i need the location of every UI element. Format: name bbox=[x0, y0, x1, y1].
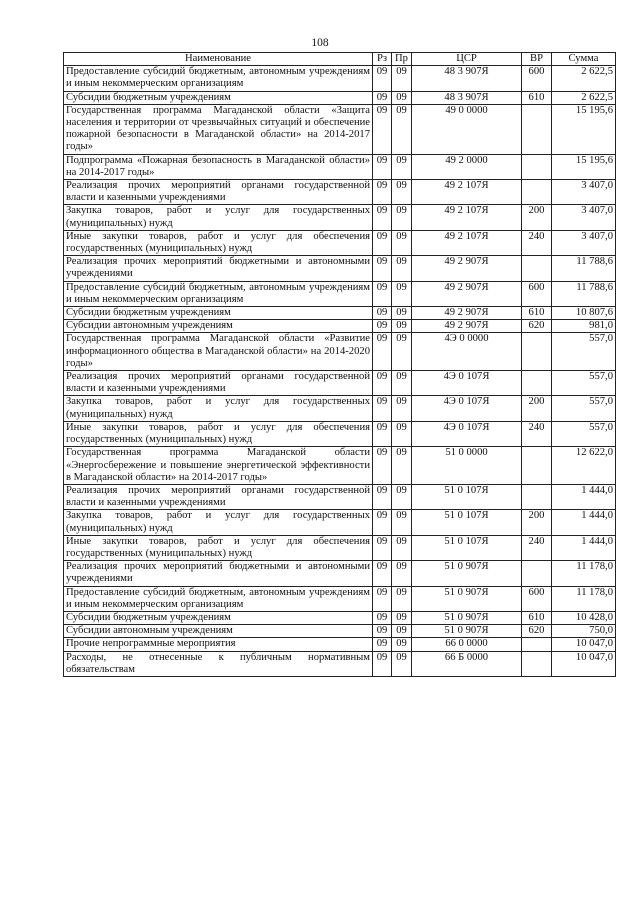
cell-rz: 09 bbox=[373, 66, 392, 91]
table-row bbox=[64, 421, 616, 446]
table-row bbox=[64, 256, 616, 281]
table-row bbox=[64, 625, 616, 638]
cell-vr bbox=[522, 180, 552, 205]
cell-sum: 11 788,6 bbox=[552, 281, 616, 306]
cell-csr: 49 2 0000 bbox=[412, 154, 522, 179]
cell-rz: 09 bbox=[373, 625, 392, 638]
cell-sum: 2 622,5 bbox=[552, 66, 616, 91]
cell-pr: 09 bbox=[392, 281, 412, 306]
cell-rz: 09 bbox=[373, 396, 392, 421]
cell-pr: 09 bbox=[392, 307, 412, 320]
cell-pr: 09 bbox=[392, 638, 412, 651]
table-row bbox=[64, 307, 616, 320]
cell-name: Иные закупки товаров, работ и услуг для обеспечения государственных (муниципальных) нужд bbox=[64, 421, 373, 446]
cell-sum: 1 444,0 bbox=[552, 484, 616, 509]
cell-sum: 15 195,6 bbox=[552, 154, 616, 179]
cell-rz: 09 bbox=[373, 91, 392, 104]
table-row bbox=[64, 180, 616, 205]
cell-pr: 09 bbox=[392, 256, 412, 281]
cell-vr: 200 bbox=[522, 510, 552, 535]
cell-sum: 2 622,5 bbox=[552, 91, 616, 104]
cell-csr: 51 0 907Я bbox=[412, 611, 522, 624]
cell-sum: 557,0 bbox=[552, 333, 616, 371]
cell-rz: 09 bbox=[373, 561, 392, 586]
cell-vr: 200 bbox=[522, 205, 552, 230]
cell-pr: 09 bbox=[392, 91, 412, 104]
cell-name: Государственная программа Магаданской области «Защита населения и территории от чрезвычайных ситуаций и обеспечение пожарной безопасности в Магаданской области» на 2014-2017 годы» bbox=[64, 104, 373, 154]
cell-csr: 66 Б 0000 bbox=[412, 651, 522, 676]
cell-vr: 610 bbox=[522, 91, 552, 104]
cell-vr: 610 bbox=[522, 307, 552, 320]
cell-csr: 48 3 907Я bbox=[412, 66, 522, 91]
cell-vr: 240 bbox=[522, 230, 552, 255]
cell-vr bbox=[522, 104, 552, 154]
column-header-name: Наименование bbox=[64, 53, 373, 66]
cell-name: Реализация прочих мероприятий бюджетными и автономными учреждениями bbox=[64, 256, 373, 281]
cell-rz: 09 bbox=[373, 535, 392, 560]
cell-sum: 557,0 bbox=[552, 371, 616, 396]
table-row bbox=[64, 91, 616, 104]
cell-name: Иные закупки товаров, работ и услуг для обеспечения государственных (муниципальных) нужд bbox=[64, 535, 373, 560]
cell-pr: 09 bbox=[392, 651, 412, 676]
cell-csr: 66 0 0000 bbox=[412, 638, 522, 651]
cell-csr: 49 0 0000 bbox=[412, 104, 522, 154]
cell-rz: 09 bbox=[373, 230, 392, 255]
cell-vr: 620 bbox=[522, 625, 552, 638]
cell-sum: 12 622,0 bbox=[552, 447, 616, 485]
cell-sum: 3 407,0 bbox=[552, 205, 616, 230]
cell-pr: 09 bbox=[392, 371, 412, 396]
cell-csr: 51 0 907Я bbox=[412, 625, 522, 638]
cell-vr bbox=[522, 561, 552, 586]
cell-csr: 51 0 107Я bbox=[412, 535, 522, 560]
cell-rz: 09 bbox=[373, 333, 392, 371]
cell-name: Реализация прочих мероприятий органами государственной власти и казенными учреждениями bbox=[64, 371, 373, 396]
cell-pr: 09 bbox=[392, 421, 412, 446]
cell-pr: 09 bbox=[392, 611, 412, 624]
cell-rz: 09 bbox=[373, 447, 392, 485]
cell-sum: 1 444,0 bbox=[552, 510, 616, 535]
cell-pr: 09 bbox=[392, 154, 412, 179]
table-row bbox=[64, 281, 616, 306]
cell-csr: 4Э 0 107Я bbox=[412, 371, 522, 396]
cell-pr: 09 bbox=[392, 180, 412, 205]
table-row bbox=[64, 371, 616, 396]
cell-name: Реализация прочих мероприятий органами государственной власти и казенными учреждениями bbox=[64, 180, 373, 205]
cell-vr bbox=[522, 484, 552, 509]
cell-sum: 3 407,0 bbox=[552, 180, 616, 205]
cell-sum: 15 195,6 bbox=[552, 104, 616, 154]
column-header-pr: Пр bbox=[392, 53, 412, 66]
cell-name: Закупка товаров, работ и услуг для государственных (муниципальных) нужд bbox=[64, 510, 373, 535]
cell-sum: 3 407,0 bbox=[552, 230, 616, 255]
cell-name: Реализация прочих мероприятий органами государственной власти и казенными учреждениями bbox=[64, 484, 373, 509]
cell-pr: 09 bbox=[392, 333, 412, 371]
cell-sum: 557,0 bbox=[552, 421, 616, 446]
table-row bbox=[64, 484, 616, 509]
cell-rz: 09 bbox=[373, 320, 392, 333]
cell-csr: 49 2 107Я bbox=[412, 180, 522, 205]
cell-sum: 557,0 bbox=[552, 396, 616, 421]
cell-pr: 09 bbox=[392, 510, 412, 535]
cell-rz: 09 bbox=[373, 154, 392, 179]
cell-name: Субсидии бюджетным учреждениям bbox=[64, 307, 373, 320]
cell-vr: 610 bbox=[522, 611, 552, 624]
table-row bbox=[64, 638, 616, 651]
cell-sum: 750,0 bbox=[552, 625, 616, 638]
cell-csr: 49 2 107Я bbox=[412, 205, 522, 230]
cell-name: Субсидии бюджетным учреждениям bbox=[64, 91, 373, 104]
cell-pr: 09 bbox=[392, 484, 412, 509]
cell-rz: 09 bbox=[373, 651, 392, 676]
cell-vr bbox=[522, 371, 552, 396]
table-row bbox=[64, 205, 616, 230]
cell-csr: 49 2 907Я bbox=[412, 320, 522, 333]
cell-vr bbox=[522, 154, 552, 179]
table-row bbox=[64, 230, 616, 255]
cell-rz: 09 bbox=[373, 611, 392, 624]
table-row bbox=[64, 586, 616, 611]
cell-sum: 10 807,6 bbox=[552, 307, 616, 320]
cell-rz: 09 bbox=[373, 256, 392, 281]
table-row bbox=[64, 104, 616, 154]
cell-rz: 09 bbox=[373, 421, 392, 446]
cell-name: Субсидии бюджетным учреждениям bbox=[64, 611, 373, 624]
table-row bbox=[64, 611, 616, 624]
column-header-sum: Сумма bbox=[552, 53, 616, 66]
cell-name: Предоставление субсидий бюджетным, автономным учреждениям и иным некоммерческим организациям bbox=[64, 281, 373, 306]
cell-sum: 10 047,0 bbox=[552, 651, 616, 676]
cell-vr: 600 bbox=[522, 281, 552, 306]
cell-pr: 09 bbox=[392, 230, 412, 255]
cell-name: Государственная программа Магаданской области «Энергосбережение и повышение энергетической эффективности в Магаданской области» на 2014-2017 годы» bbox=[64, 447, 373, 485]
cell-name: Прочие непрограммные мероприятия bbox=[64, 638, 373, 651]
cell-rz: 09 bbox=[373, 307, 392, 320]
cell-rz: 09 bbox=[373, 484, 392, 509]
table-row bbox=[64, 320, 616, 333]
cell-csr: 4Э 0 107Я bbox=[412, 421, 522, 446]
cell-rz: 09 bbox=[373, 180, 392, 205]
cell-pr: 09 bbox=[392, 396, 412, 421]
cell-vr: 600 bbox=[522, 66, 552, 91]
table-row bbox=[64, 447, 616, 485]
cell-pr: 09 bbox=[392, 625, 412, 638]
cell-name: Иные закупки товаров, работ и услуг для обеспечения государственных (муниципальных) нужд bbox=[64, 230, 373, 255]
cell-rz: 09 bbox=[373, 638, 392, 651]
cell-vr: 620 bbox=[522, 320, 552, 333]
cell-sum: 11 788,6 bbox=[552, 256, 616, 281]
column-header-vr: ВР bbox=[522, 53, 552, 66]
budget-table bbox=[63, 52, 616, 677]
table-row bbox=[64, 154, 616, 179]
cell-csr: 51 0 907Я bbox=[412, 586, 522, 611]
table-row bbox=[64, 535, 616, 560]
cell-name: Предоставление субсидий бюджетным, автономным учреждениям и иным некоммерческим организациям bbox=[64, 586, 373, 611]
cell-rz: 09 bbox=[373, 371, 392, 396]
cell-vr bbox=[522, 447, 552, 485]
table-row bbox=[64, 651, 616, 676]
cell-rz: 09 bbox=[373, 510, 392, 535]
cell-name: Закупка товаров, работ и услуг для государственных (муниципальных) нужд bbox=[64, 396, 373, 421]
cell-name: Подпрограмма «Пожарная безопасность в Магаданской области» на 2014-2017 годы» bbox=[64, 154, 373, 179]
column-header-rz: Рз bbox=[373, 53, 392, 66]
cell-sum: 10 047,0 bbox=[552, 638, 616, 651]
table-row bbox=[64, 561, 616, 586]
cell-vr: 600 bbox=[522, 586, 552, 611]
cell-sum: 11 178,0 bbox=[552, 586, 616, 611]
cell-rz: 09 bbox=[373, 104, 392, 154]
cell-name: Субсидии автономным учреждениям bbox=[64, 625, 373, 638]
cell-sum: 1 444,0 bbox=[552, 535, 616, 560]
cell-csr: 4Э 0 0000 bbox=[412, 333, 522, 371]
cell-vr bbox=[522, 651, 552, 676]
cell-rz: 09 bbox=[373, 281, 392, 306]
cell-name: Расходы, не отнесенные к публичным нормативным обязательствам bbox=[64, 651, 373, 676]
cell-pr: 09 bbox=[392, 586, 412, 611]
cell-csr: 51 0 107Я bbox=[412, 484, 522, 509]
cell-name: Предоставление субсидий бюджетным, автономным учреждениям и иным некоммерческим организациям bbox=[64, 66, 373, 91]
cell-pr: 09 bbox=[392, 561, 412, 586]
cell-pr: 09 bbox=[392, 205, 412, 230]
cell-csr: 51 0 0000 bbox=[412, 447, 522, 485]
cell-pr: 09 bbox=[392, 66, 412, 91]
cell-vr bbox=[522, 333, 552, 371]
cell-sum: 11 178,0 bbox=[552, 561, 616, 586]
cell-rz: 09 bbox=[373, 205, 392, 230]
table-header-row bbox=[64, 53, 616, 66]
cell-csr: 4Э 0 107Я bbox=[412, 396, 522, 421]
cell-csr: 51 0 907Я bbox=[412, 561, 522, 586]
column-header-csr: ЦСР bbox=[412, 53, 522, 66]
cell-vr bbox=[522, 256, 552, 281]
table-row bbox=[64, 333, 616, 371]
table-row bbox=[64, 396, 616, 421]
cell-csr: 48 3 907Я bbox=[412, 91, 522, 104]
cell-sum: 981,0 bbox=[552, 320, 616, 333]
cell-name: Государственная программа Магаданской области «Развитие информационного общества в Магаданской области» на 2014-2020 годы» bbox=[64, 333, 373, 371]
page-number: 108 bbox=[311, 37, 329, 49]
cell-pr: 09 bbox=[392, 104, 412, 154]
cell-vr: 240 bbox=[522, 535, 552, 560]
cell-pr: 09 bbox=[392, 535, 412, 560]
cell-name: Реализация прочих мероприятий бюджетными и автономными учреждениями bbox=[64, 561, 373, 586]
cell-rz: 09 bbox=[373, 586, 392, 611]
cell-name: Закупка товаров, работ и услуг для государственных (муниципальных) нужд bbox=[64, 205, 373, 230]
cell-vr bbox=[522, 638, 552, 651]
cell-csr: 49 2 907Я bbox=[412, 256, 522, 281]
cell-vr: 240 bbox=[522, 421, 552, 446]
cell-name: Субсидии автономным учреждениям bbox=[64, 320, 373, 333]
cell-csr: 49 2 907Я bbox=[412, 281, 522, 306]
table-row bbox=[64, 510, 616, 535]
cell-vr: 200 bbox=[522, 396, 552, 421]
cell-sum: 10 428,0 bbox=[552, 611, 616, 624]
cell-csr: 49 2 907Я bbox=[412, 307, 522, 320]
cell-pr: 09 bbox=[392, 447, 412, 485]
table-row bbox=[64, 66, 616, 91]
cell-pr: 09 bbox=[392, 320, 412, 333]
cell-csr: 49 2 107Я bbox=[412, 230, 522, 255]
cell-csr: 51 0 107Я bbox=[412, 510, 522, 535]
